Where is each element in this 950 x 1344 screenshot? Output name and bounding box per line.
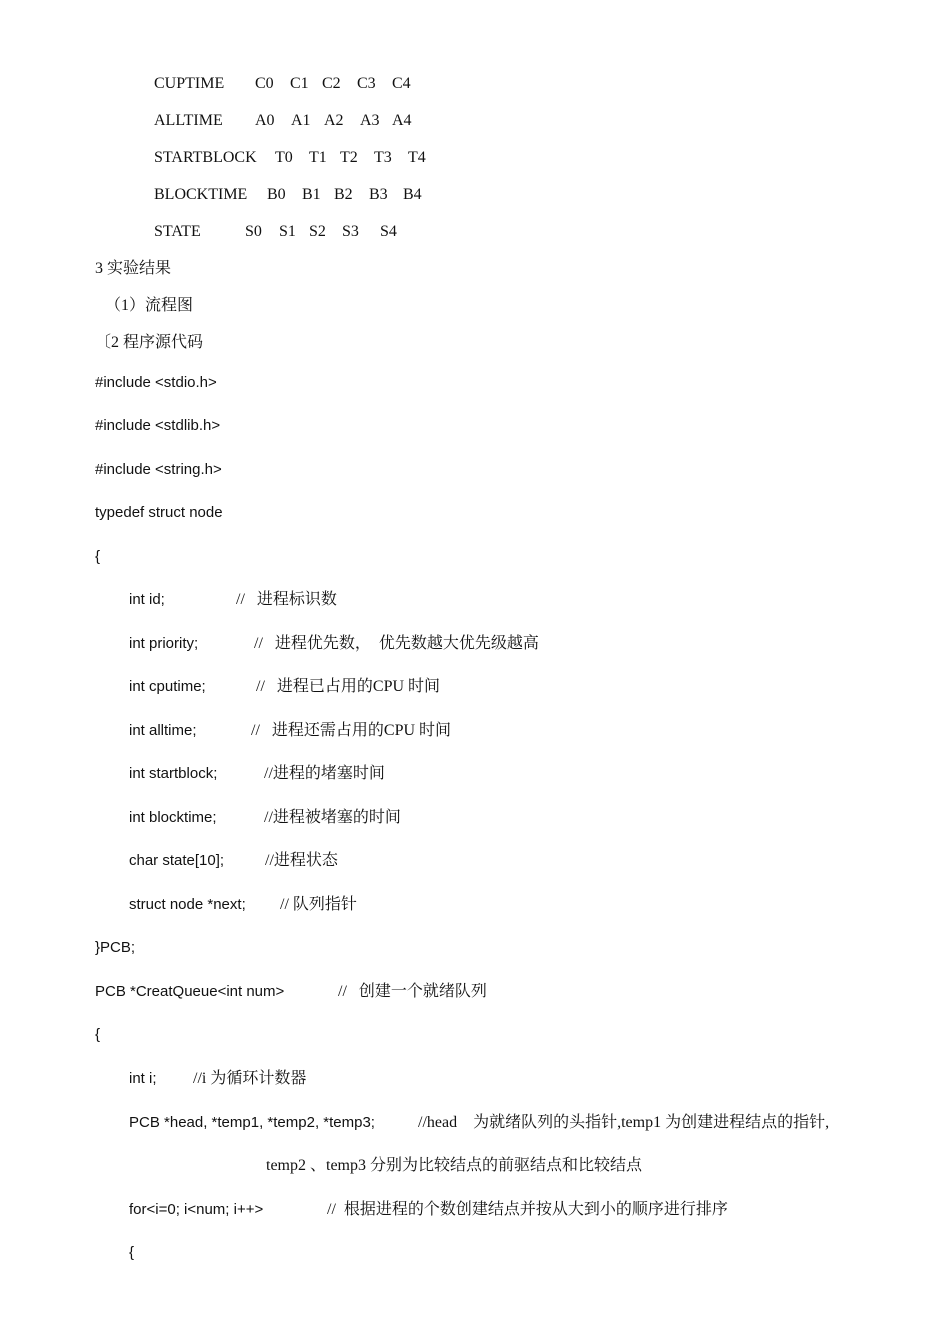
- code-line: #include <stdio.h>: [95, 374, 217, 391]
- table-row: [154, 74, 411, 94]
- code-comment: //i 为循环计数器: [193, 1070, 307, 1087]
- code-comment: //进程被堵塞的时间: [264, 809, 401, 826]
- row-label: STARTBLOCK: [154, 149, 257, 166]
- code-comment: //head 为就绪队列的头指针,temp1 为创建进程结点的指针,: [418, 1114, 830, 1131]
- code-line: PCB *head, *temp1, *temp2, *temp3;: [129, 1114, 375, 1131]
- code-line: #include <stdlib.h>: [95, 417, 221, 434]
- table-cell: C4: [392, 75, 411, 92]
- subheading-source-code: 〔2 程序源代码: [95, 334, 204, 351]
- code-comment: //进程的堵塞时间: [264, 765, 385, 782]
- table-cell: S0: [245, 223, 262, 240]
- code-line: int alltime;: [129, 722, 197, 739]
- code-line: int i;: [129, 1070, 157, 1087]
- table-cell: A1: [291, 112, 311, 129]
- code-comment: // 进程还需占用的CPU 时间: [251, 722, 452, 739]
- code-line: {: [129, 1244, 135, 1261]
- table-cell: C2: [322, 75, 341, 92]
- table-row: [154, 222, 397, 242]
- section-heading: 3 实验结果: [95, 260, 172, 277]
- table-cell: C1: [290, 75, 309, 92]
- code-comment: // 进程标识数: [236, 591, 337, 608]
- code-comment: // 根据进程的个数创建结点并按从大到小的顺序进行排序: [327, 1201, 728, 1218]
- code-comment: temp2 、temp3 分别为比较结点的前驱结点和比较结点: [266, 1157, 642, 1174]
- table-cell: T0: [275, 149, 293, 166]
- table-cell: T4: [408, 149, 426, 166]
- table-cell: S1: [279, 223, 296, 240]
- code-line: typedef struct node: [95, 504, 223, 521]
- table-cell: T2: [340, 149, 358, 166]
- code-line: int blocktime;: [129, 809, 217, 826]
- table-row: [154, 111, 412, 131]
- code-line: for<i=0; i<num; i++>: [129, 1201, 264, 1218]
- row-label: CUPTIME: [154, 75, 225, 92]
- code-line: {: [95, 1026, 101, 1043]
- table-cell: S4: [380, 223, 397, 240]
- table-row: [154, 148, 426, 168]
- table-cell: A2: [324, 112, 344, 129]
- table-cell: A4: [392, 112, 412, 129]
- code-line: {: [95, 548, 101, 565]
- table-cell: T3: [374, 149, 392, 166]
- code-line: struct node *next;: [129, 896, 246, 913]
- subheading-flowchart: （1）流程图: [105, 297, 194, 314]
- table-cell: B2: [334, 186, 353, 203]
- code-line: int priority;: [129, 635, 199, 652]
- code-line: }PCB;: [95, 939, 136, 956]
- code-line: int startblock;: [129, 765, 218, 782]
- table-row: [154, 185, 422, 205]
- table-cell: A3: [360, 112, 380, 129]
- table-cell: B1: [302, 186, 321, 203]
- row-label: STATE: [154, 223, 201, 240]
- table-cell: S2: [309, 223, 326, 240]
- code-line: int id;: [129, 591, 165, 608]
- table-cell: A0: [255, 112, 275, 129]
- table-cell: B4: [403, 186, 422, 203]
- row-label: BLOCKTIME: [154, 186, 248, 203]
- table-cell: T1: [309, 149, 327, 166]
- table-cell: C3: [357, 75, 376, 92]
- table-cell: C0: [255, 75, 274, 92]
- code-line: char state[10];: [129, 852, 225, 869]
- code-line: int cputime;: [129, 678, 206, 695]
- code-comment: // 创建一个就绪队列: [338, 983, 487, 1000]
- code-line: PCB *CreatQueue<int num>: [95, 983, 285, 1000]
- table-cell: S3: [342, 223, 359, 240]
- row-label: ALLTIME: [154, 112, 223, 129]
- code-comment: // 进程已占用的CPU 时间: [256, 678, 441, 695]
- table-cell: B3: [369, 186, 388, 203]
- table-cell: B0: [267, 186, 286, 203]
- code-line: #include <string.h>: [95, 461, 222, 478]
- code-comment: // 进程优先数， 优先数越大优先级越高: [254, 635, 539, 652]
- code-comment: // 队列指针: [280, 896, 357, 913]
- code-comment: //进程状态: [265, 852, 338, 869]
